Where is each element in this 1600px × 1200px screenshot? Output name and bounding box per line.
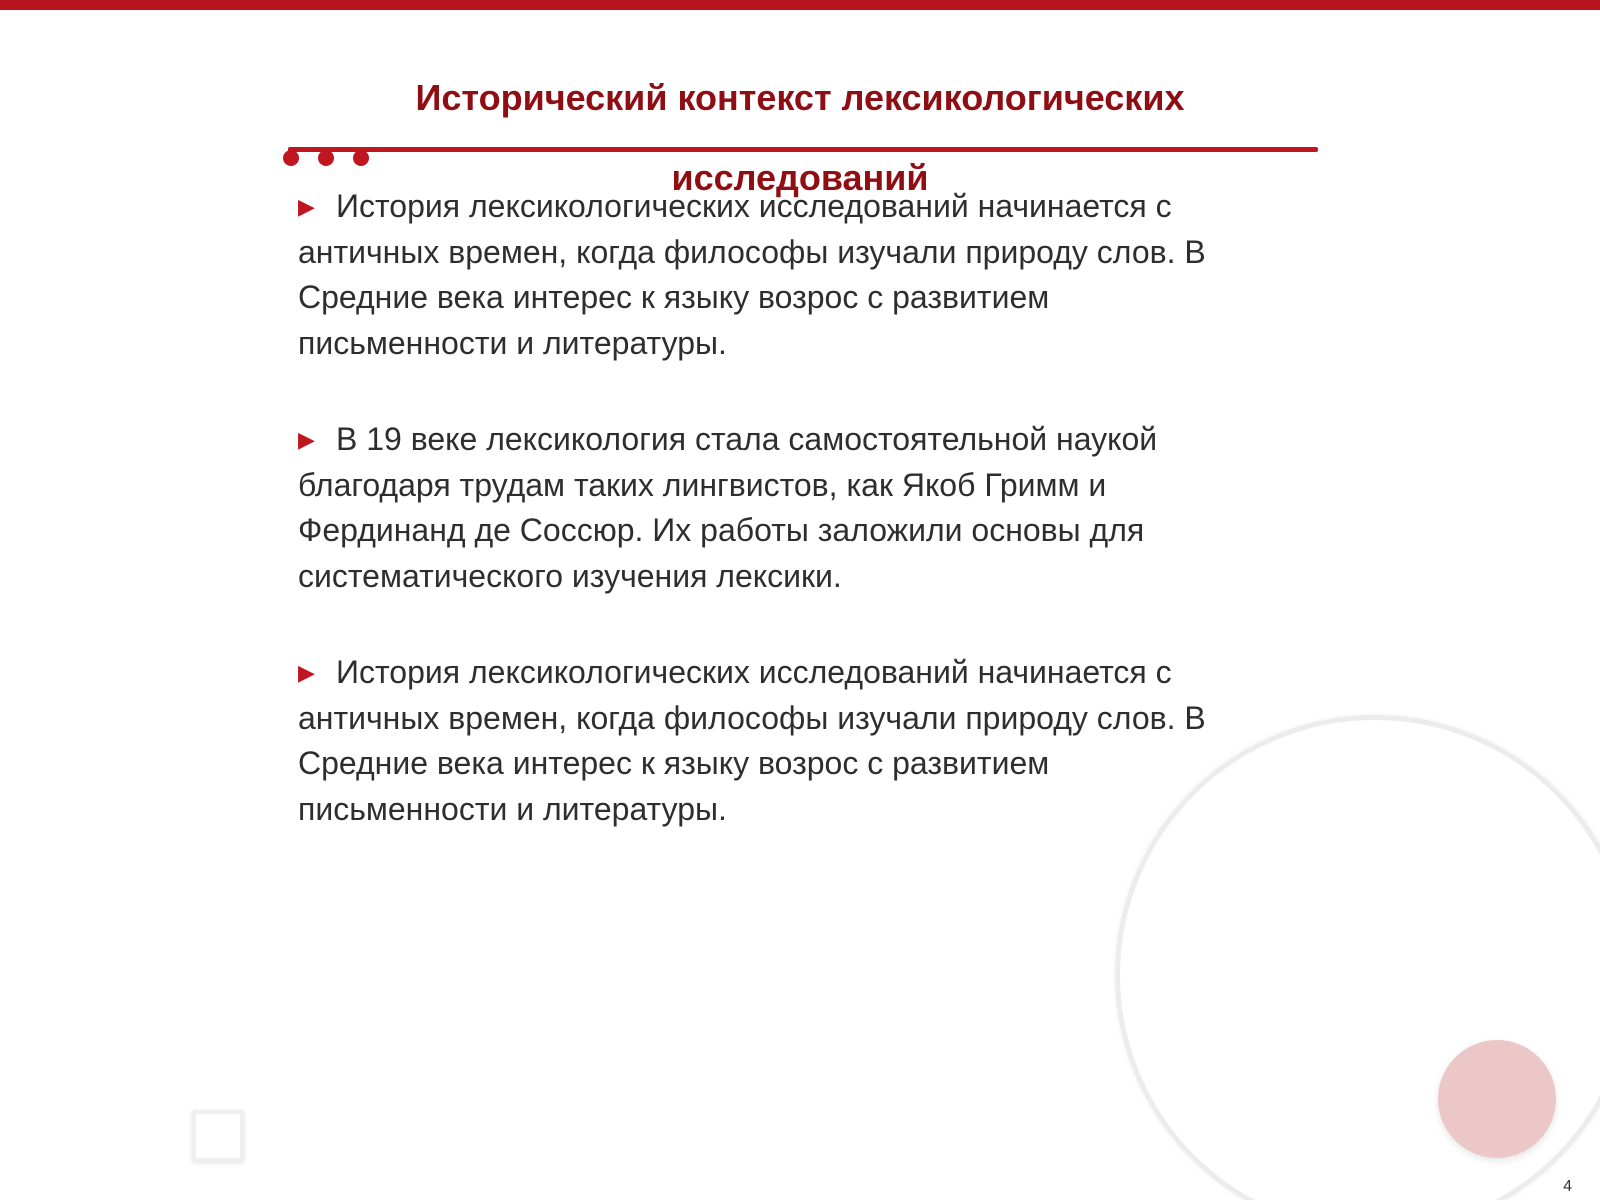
paragraph-line: письменности и литературы.: [298, 790, 727, 827]
bullet-arrow-icon: ▶: [298, 427, 315, 452]
paragraph-line: письменности и литературы.: [298, 324, 727, 361]
slide-title-line-1: Исторический контекст лексикологических: [415, 77, 1185, 118]
paragraph-line: античных времен, когда философы изучали природу слов. В: [298, 699, 1206, 736]
decor-dot: [283, 150, 299, 166]
top-accent-bar: [0, 0, 1600, 10]
page-number: 4: [1563, 1178, 1572, 1195]
slide-title: [300, 58, 1300, 218]
paragraph-line: систематического изучения лексики.: [298, 557, 842, 594]
bullet-paragraph-3: [298, 650, 1298, 832]
bullet-arrow-icon: ▶: [298, 660, 315, 685]
paragraph-line: ▶ В 19 веке лексикология стала самостоятельной наукой: [298, 417, 1298, 463]
decor-square: [192, 1110, 244, 1162]
paragraph-line: Фердинанд де Соссюр. Их работы заложили основы для: [298, 512, 1145, 548]
paragraph-line: благодаря трудам таких лингвистов, как Якоб Гримм и: [298, 466, 1107, 503]
bullet-arrow-icon: ▶: [298, 194, 315, 219]
decor-pink-circle: [1438, 1040, 1556, 1158]
slide-title-line-2: исследований: [671, 157, 929, 198]
paragraph-line: ▶ История лексикологических исследований начинается с: [298, 650, 1298, 696]
paragraph-line: Средние века интерес к языку возрос с развитием: [298, 279, 1050, 315]
slide-body: [298, 184, 1298, 883]
paragraph-line: Средние века интерес к языку возрос с развитием: [298, 745, 1050, 781]
paragraph-line: античных времен, когда философы изучали природу слов. В: [298, 233, 1206, 270]
bullet-paragraph-2: [298, 417, 1298, 599]
paragraph-line: ▶ История лексикологических исследований начинается с: [298, 184, 1298, 230]
